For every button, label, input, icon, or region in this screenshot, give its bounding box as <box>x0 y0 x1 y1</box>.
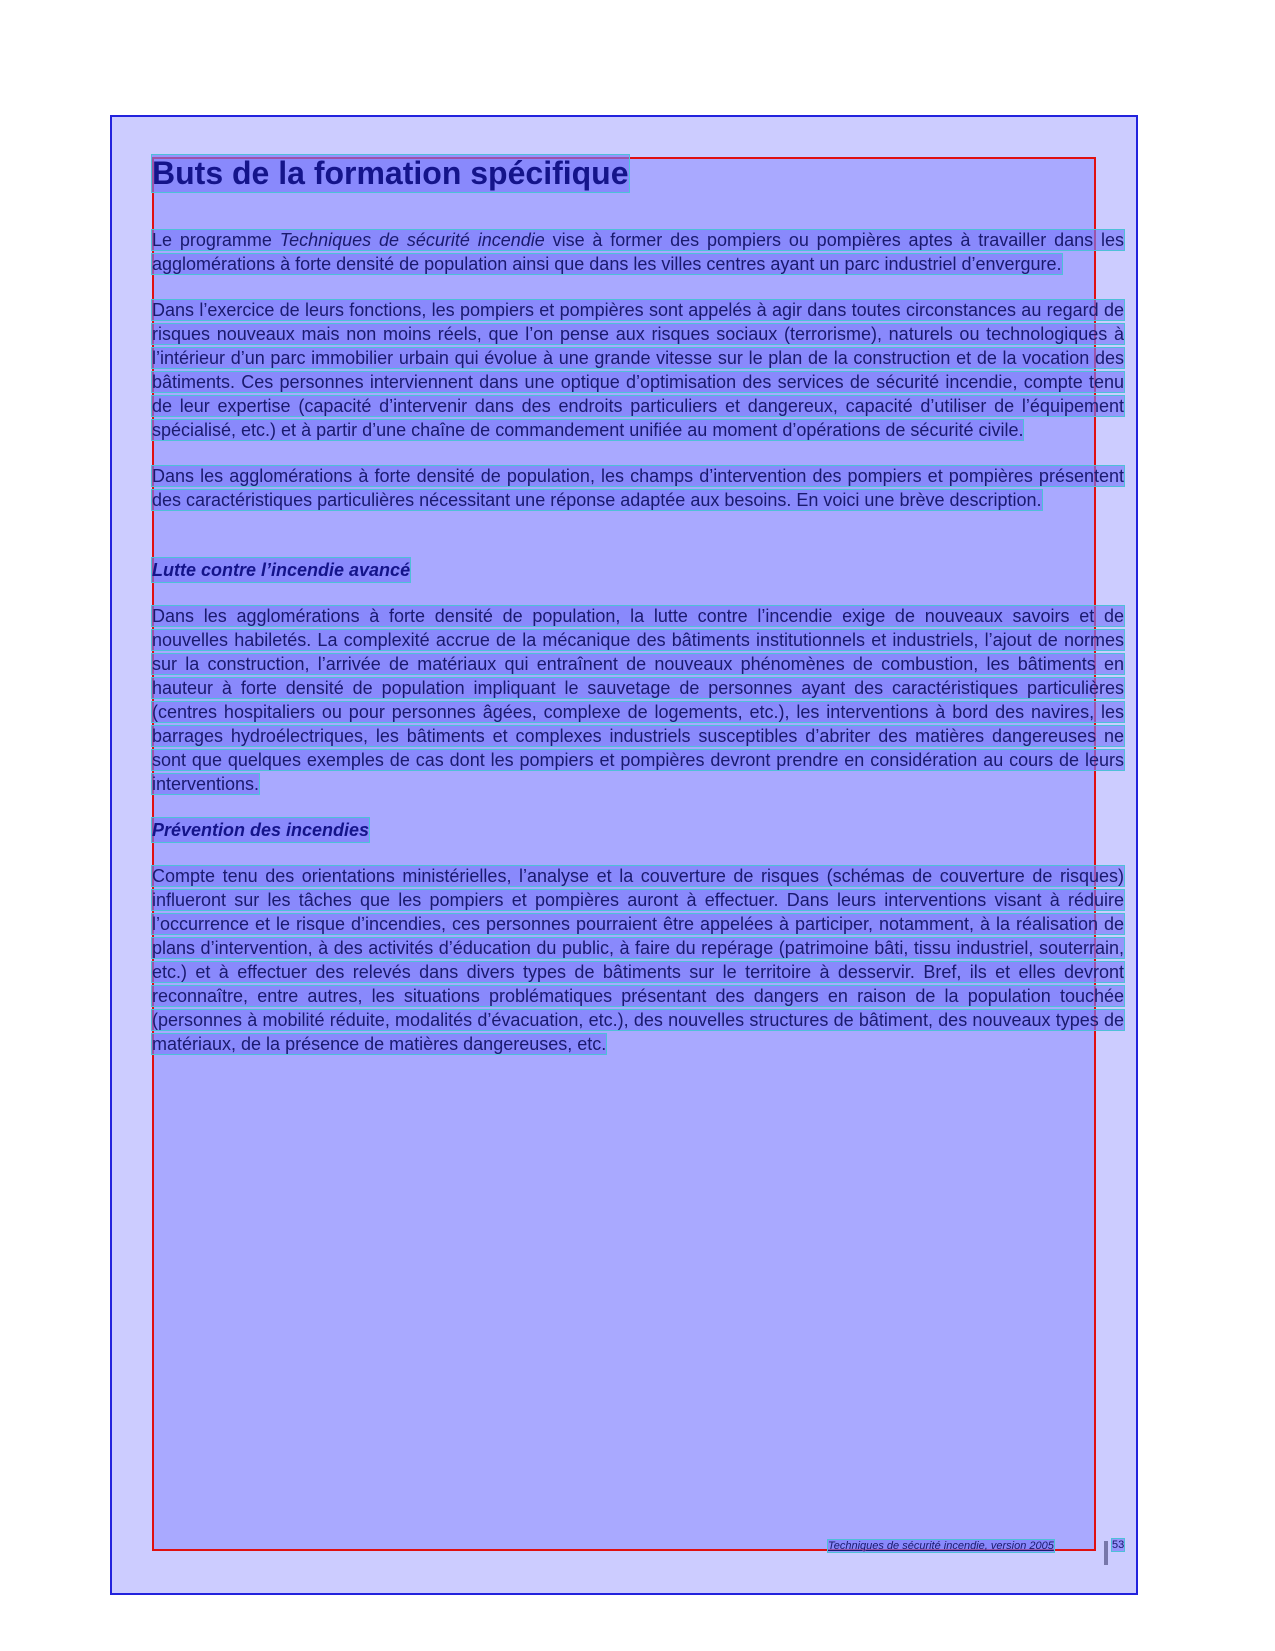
section-title-fire-prevention: Prévention des incendies <box>152 819 370 840</box>
page-number: 53 <box>1112 1539 1125 1551</box>
footer-document-name: Techniques de sécurité incendie, version 2005 <box>828 1540 1054 1552</box>
section-title-advanced-firefighting: Lutte contre l’incendie avancé <box>152 559 411 580</box>
paragraph-agglomerations-text: Dans les agglomérations à forte densité de population, les champs d’intervention des pompiers et pompières présentent des caractéristiques particulières nécessitant une réponse adaptée aux besoins. En voici une brève description. <box>152 465 1124 510</box>
document-title: Buts de la formation spécifique <box>152 155 629 191</box>
section-advanced-firefighting <box>152 604 1124 796</box>
section-advanced-firefighting-text: Dans les agglomérations à forte densité de population, la lutte contre l’incendie exige de nouveaux savoirs et de nouvelles habiletés. La complexité accrue de la mécanique des bâtiments institutionnels et industriels, l’ajout de normes sur la construction, l’arrivée de matériaux qui entraînent de nouveaux phénomènes de combustion, les bâtiments en hauteur à forte densité de population impliquant le sauvetage de personnes ayant des caractéristiques particulières (centres hospitaliers ou pour personnes âgées, complexe de logements, etc.), les interventions à bord des navires, les barrages hydroélectriques, les bâtiments et complexes industriels susceptibles d’abriter des matières dangereuses ne sont que quelques exemples de cas dont les pompiers et pompières devront prendre en considération au cours de leurs interventions. <box>152 605 1124 794</box>
section-fire-prevention-text: Compte tenu des orientations ministérielles, l’analyse et la couverture de risques (schémas de couverture de risques) influeront sur les tâches que les pompiers et pompières auront à effectuer. Dans leurs interventions visant à réduire l’occurrence et le risque d’incendies, ces personnes pourraient être appelées à participer, notamment, à la réalisation de plans d’intervention, à des activités d’éducation du public, à faire du repérage (patrimoine bâti, tissu industriel, souterrain, etc.) et à effectuer des relevés dans divers types de bâtiments sur le territoire à desservir. Bref, ils et elles devront reconnaître, entre autres, les situations problématiques présentant des dangers en raison de la population touchée (personnes à mobilité réduite, modalités d’évacuation, etc.), des nouvelles structures de bâtiment, des nouveaux types de matériaux, de la présence de matières dangereuses, etc. <box>152 865 1124 1054</box>
program-name: Techniques de sécurité incendie <box>279 229 545 250</box>
intro-paragraph <box>152 228 1124 276</box>
paragraph-agglomerations <box>152 464 1124 512</box>
paragraph-functions <box>152 298 1124 442</box>
section-fire-prevention <box>152 864 1124 1056</box>
page-number-divider <box>1104 1541 1108 1565</box>
document-content <box>152 155 1124 1056</box>
intro-before: Le programme <box>152 229 280 250</box>
paragraph-functions-text: Dans l’exercice de leurs fonctions, les pompiers et pompières sont appelés à agir dans toutes circonstances au regard de risques nouveaux mais non moins réels, que l’on pense aux risques sociaux (terrorisme), naturels ou technologiques à l’intérieur d’un parc immobilier urbain qui évolue à une grande vitesse sur le plan de la construction et de la vocation des bâtiments. Ces personnes interviennent dans une optique d’optimisation des services de sécurité incendie, compte tenu de leur expertise (capacité d’intervenir dans des endroits particuliers et dangereux, capacité d’utiliser de l’équipement spécialisé, etc.) et à partir d’une chaîne de commandement unifiée au moment d’opérations de sécurité civile. <box>152 299 1124 440</box>
intro-after: vise à former des pompiers ou pompières aptes à travailler dans les agglomérations à forte densité de population ainsi que dans les villes centres ayant un parc industriel d’envergure. <box>152 229 1124 274</box>
